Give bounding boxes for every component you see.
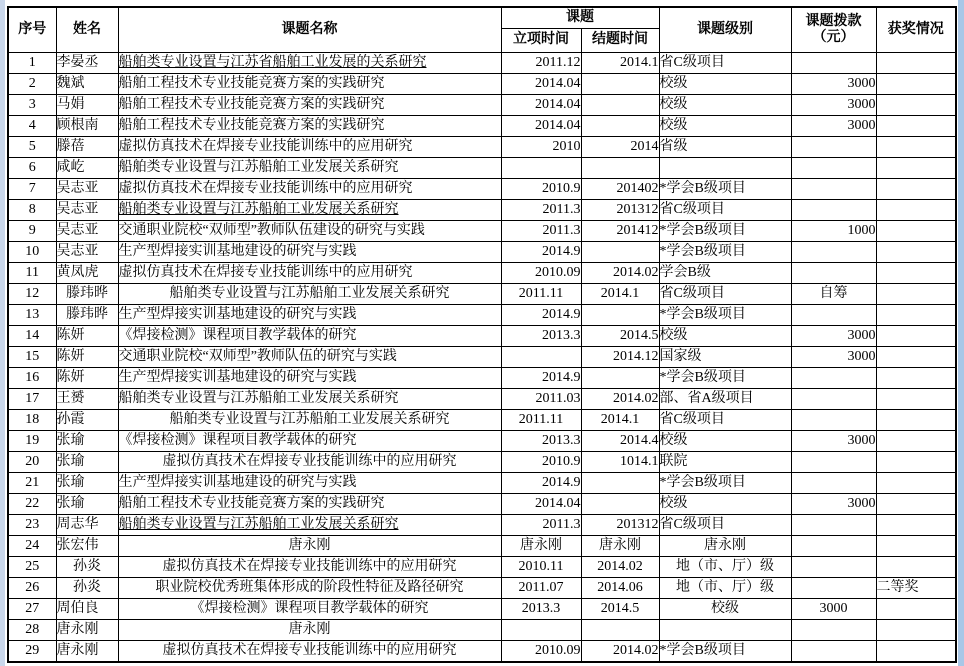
cell-project-title[interactable]: 生产型焊接实训基地建设的研究与实践 — [118, 305, 501, 326]
cell-project-title[interactable]: 船舶工程技术专业技能竞赛方案的实践研究 — [118, 95, 501, 116]
table-row — [8, 368, 956, 389]
cell-award[interactable] — [876, 599, 956, 620]
cell-serial-number[interactable]: 24 — [8, 536, 56, 557]
table-row — [8, 53, 956, 74]
cell-award[interactable] — [876, 536, 956, 557]
cell-funding[interactable] — [791, 179, 876, 200]
table-row — [8, 242, 956, 263]
cell-funding[interactable] — [791, 53, 876, 74]
cell-award[interactable] — [876, 305, 956, 326]
table-header — [8, 7, 956, 53]
cell-funding[interactable]: 3000 — [791, 494, 876, 515]
cell-project-level[interactable]: 联院 — [659, 452, 791, 473]
cell-name[interactable]: 黄凤虎 — [56, 263, 118, 284]
cell-project-title[interactable]: 交通职业院校“双师型”教师队伍的研究与实践 — [118, 347, 501, 368]
cell-funding[interactable] — [791, 515, 876, 536]
cell-name[interactable]: 陈妍 — [56, 368, 118, 389]
table-row — [8, 536, 956, 557]
table-row — [8, 515, 956, 536]
cell-project-title[interactable]: 职业院校优秀班集体形成的阶段性特征及路径研究 — [118, 578, 501, 599]
cell-name[interactable]: 吴志亚 — [56, 221, 118, 242]
cell-project-title[interactable]: 虚拟仿真技术在焊接专业技能训练中的应用研究 — [118, 557, 501, 578]
table-row — [8, 158, 956, 179]
table-row — [8, 284, 956, 305]
cell-project-title[interactable]: 生产型焊接实训基地建设的研究与实践 — [118, 242, 501, 263]
header-name[interactable]: 姓名 — [56, 7, 118, 53]
cell-funding[interactable]: 3000 — [791, 347, 876, 368]
cell-name[interactable]: 吴志亚 — [56, 242, 118, 263]
cell-start-date[interactable]: 2011.3 — [501, 221, 581, 242]
table-row — [8, 263, 956, 284]
cell-award[interactable]: 二等奖 — [876, 578, 956, 599]
cell-project-title[interactable]: 虚拟仿真技术在焊接专业技能训练中的应用研究 — [118, 263, 501, 284]
cell-funding[interactable] — [791, 620, 876, 641]
cell-project-title[interactable]: 唐永刚 — [118, 536, 501, 557]
table-row — [8, 179, 956, 200]
header-project-funding[interactable] — [791, 7, 876, 53]
cell-start-date[interactable]: 2013.3 — [501, 326, 581, 347]
cell-project-level[interactable]: 省级 — [659, 137, 791, 158]
cell-end-date[interactable]: 1014.1 — [581, 452, 659, 473]
cell-project-title[interactable]: 船舶类专业设置与江苏船舶工业发展关系研究 — [118, 410, 501, 431]
cell-project-level[interactable]: 省C级项目 — [659, 284, 791, 305]
cell-start-date[interactable]: 2010.09 — [501, 641, 581, 663]
cell-start-date[interactable]: 2011.3 — [501, 515, 581, 536]
cell-name[interactable]: 李晏丞 — [56, 53, 118, 74]
cell-funding[interactable]: 3000 — [791, 74, 876, 95]
cell-end-date[interactable] — [581, 242, 659, 263]
cell-funding[interactable] — [791, 200, 876, 221]
cell-project-level[interactable]: 地（市、厅）级 — [659, 578, 791, 599]
cell-end-date[interactable] — [581, 158, 659, 179]
cell-name[interactable]: 滕蓓 — [56, 137, 118, 158]
cell-end-date[interactable] — [581, 74, 659, 95]
cell-serial-number[interactable]: 13 — [8, 305, 56, 326]
table-row — [8, 578, 956, 599]
cell-funding[interactable] — [791, 137, 876, 158]
cell-start-date[interactable]: 2013.3 — [501, 599, 581, 620]
cell-name[interactable]: 唐永刚 — [56, 641, 118, 663]
header-project-group[interactable]: 课题 — [501, 7, 659, 29]
table-row — [8, 200, 956, 221]
cell-award[interactable] — [876, 53, 956, 74]
cell-name[interactable]: 张瑜 — [56, 452, 118, 473]
cell-end-date[interactable]: 201402 — [581, 179, 659, 200]
table-row — [8, 74, 956, 95]
cell-name[interactable]: 张瑜 — [56, 473, 118, 494]
cell-serial-number[interactable]: 1 — [8, 53, 56, 74]
cell-project-title[interactable]: 船舶工程技术专业技能竞赛方案的实践研究 — [118, 494, 501, 515]
cell-award[interactable] — [876, 221, 956, 242]
table-row — [8, 347, 956, 368]
cell-funding[interactable]: 3000 — [791, 326, 876, 347]
cell-project-title[interactable]: 生产型焊接实训基地建设的研究与实践 — [118, 473, 501, 494]
cell-project-title[interactable]: 船舶类专业设置与江苏船舶工业发展关系研究 — [118, 284, 501, 305]
cell-funding[interactable]: 3000 — [791, 431, 876, 452]
window-edge-right — [958, 0, 964, 666]
cell-end-date[interactable]: 2014.12 — [581, 347, 659, 368]
cell-end-date[interactable]: 2014.4 — [581, 431, 659, 452]
cell-project-title[interactable]: 虚拟仿真技术在焊接专业技能训练中的应用研究 — [118, 179, 501, 200]
cell-start-date[interactable]: 2014.9 — [501, 368, 581, 389]
cell-serial-number[interactable]: 5 — [8, 137, 56, 158]
header-end-date[interactable]: 结题时间 — [581, 29, 659, 53]
cell-end-date[interactable]: 2014.1 — [581, 284, 659, 305]
cell-project-level[interactable]: 地（市、厅）级 — [659, 557, 791, 578]
cell-serial-number[interactable]: 4 — [8, 116, 56, 137]
cell-name[interactable]: 周志华 — [56, 515, 118, 536]
cell-name[interactable]: 滕玮晔 — [56, 305, 118, 326]
cell-project-title[interactable]: 《焊接检测》课程项目教学载体的研究 — [118, 326, 501, 347]
cell-award[interactable] — [876, 347, 956, 368]
table-row — [8, 305, 956, 326]
cell-serial-number[interactable]: 12 — [8, 284, 56, 305]
cell-award[interactable] — [876, 200, 956, 221]
cell-start-date[interactable]: 2010.11 — [501, 557, 581, 578]
cell-project-level[interactable]: 学会B级 — [659, 263, 791, 284]
cell-end-date[interactable]: 2014.02 — [581, 389, 659, 410]
cell-end-date[interactable]: 2014.02 — [581, 557, 659, 578]
cell-funding[interactable] — [791, 641, 876, 663]
cell-funding[interactable] — [791, 536, 876, 557]
cell-funding[interactable] — [791, 452, 876, 473]
cell-project-title[interactable]: 船舶类专业设置与江苏省船舶工业发展的关系研究 — [118, 53, 501, 74]
cell-end-date[interactable]: 2014.06 — [581, 578, 659, 599]
cell-serial-number[interactable]: 16 — [8, 368, 56, 389]
cell-end-date[interactable]: 2014 — [581, 137, 659, 158]
cell-award[interactable] — [876, 326, 956, 347]
cell-end-date[interactable]: 2014.02 — [581, 641, 659, 663]
table-row — [8, 494, 956, 515]
cell-serial-number[interactable]: 28 — [8, 620, 56, 641]
cell-project-level[interactable]: 校级 — [659, 494, 791, 515]
cell-project-level[interactable]: *学会B级项目 — [659, 242, 791, 263]
cell-start-date[interactable]: 2014.9 — [501, 305, 581, 326]
table-row — [8, 599, 956, 620]
cell-project-level[interactable]: 国家级 — [659, 347, 791, 368]
cell-project-level[interactable]: 校级 — [659, 431, 791, 452]
header-start-date[interactable]: 立项时间 — [501, 29, 581, 53]
table-row — [8, 137, 956, 158]
cell-project-level[interactable] — [659, 620, 791, 641]
cell-end-date[interactable] — [581, 116, 659, 137]
cell-serial-number[interactable]: 9 — [8, 221, 56, 242]
cell-start-date[interactable]: 2011.03 — [501, 389, 581, 410]
cell-name[interactable]: 孙霞 — [56, 410, 118, 431]
cell-name[interactable]: 孙炎 — [56, 557, 118, 578]
cell-project-title[interactable]: 虚拟仿真技术在焊接专业技能训练中的应用研究 — [118, 641, 501, 663]
table-row — [8, 221, 956, 242]
cell-name[interactable]: 周伯良 — [56, 599, 118, 620]
cell-start-date[interactable]: 2014.9 — [501, 473, 581, 494]
cell-serial-number[interactable]: 11 — [8, 263, 56, 284]
cell-start-date[interactable]: 2010 — [501, 137, 581, 158]
header-serial-number[interactable]: 序号 — [8, 7, 56, 53]
cell-project-title[interactable]: 交通职业院校“双师型”教师队伍建设的研究与实践 — [118, 221, 501, 242]
cell-project-level[interactable]: 校级 — [659, 599, 791, 620]
cell-start-date[interactable]: 2011.11 — [501, 284, 581, 305]
cell-project-title[interactable]: 船舶工程技术专业技能竞赛方案的实践研究 — [118, 116, 501, 137]
cell-start-date[interactable] — [501, 620, 581, 641]
cell-start-date[interactable]: 2014.04 — [501, 116, 581, 137]
cell-end-date[interactable]: 2014.1 — [581, 410, 659, 431]
cell-funding[interactable] — [791, 557, 876, 578]
cell-award[interactable] — [876, 74, 956, 95]
cell-end-date[interactable] — [581, 620, 659, 641]
cell-serial-number[interactable]: 15 — [8, 347, 56, 368]
cell-name[interactable]: 张宏伟 — [56, 536, 118, 557]
cell-award[interactable] — [876, 620, 956, 641]
table-row — [8, 620, 956, 641]
cell-start-date[interactable] — [501, 158, 581, 179]
cell-award[interactable] — [876, 368, 956, 389]
cell-project-level[interactable]: 省C级项目 — [659, 53, 791, 74]
cell-award[interactable] — [876, 515, 956, 536]
cell-project-level[interactable]: *学会B级项目 — [659, 368, 791, 389]
table-row — [8, 431, 956, 452]
cell-project-level[interactable]: 省C级项目 — [659, 200, 791, 221]
cell-start-date[interactable]: 2014.04 — [501, 95, 581, 116]
research-projects-table — [7, 6, 957, 663]
cell-start-date[interactable]: 2011.11 — [501, 410, 581, 431]
cell-end-date[interactable]: 2014.5 — [581, 599, 659, 620]
cell-project-title[interactable]: 船舶类专业设置与江苏船舶工业发展关系研究 — [118, 200, 501, 221]
cell-name[interactable]: 咸屹 — [56, 158, 118, 179]
cell-name[interactable]: 吴志亚 — [56, 179, 118, 200]
cell-serial-number[interactable]: 10 — [8, 242, 56, 263]
cell-project-level[interactable]: *学会B级项目 — [659, 305, 791, 326]
cell-funding[interactable]: 3000 — [791, 116, 876, 137]
cell-funding[interactable] — [791, 389, 876, 410]
cell-start-date[interactable]: 2010.9 — [501, 452, 581, 473]
cell-start-date[interactable]: 2010.09 — [501, 263, 581, 284]
cell-name[interactable]: 孙炎 — [56, 578, 118, 599]
cell-funding[interactable] — [791, 578, 876, 599]
cell-serial-number[interactable]: 19 — [8, 431, 56, 452]
cell-serial-number[interactable]: 17 — [8, 389, 56, 410]
cell-name[interactable]: 马娟 — [56, 95, 118, 116]
cell-project-title[interactable]: 虚拟仿真技术在焊接专业技能训练中的应用研究 — [118, 452, 501, 473]
cell-name[interactable]: 魏斌 — [56, 74, 118, 95]
cell-award[interactable] — [876, 158, 956, 179]
cell-project-level[interactable]: 校级 — [659, 74, 791, 95]
cell-start-date[interactable]: 2014.04 — [501, 494, 581, 515]
cell-project-level[interactable]: 省C级项目 — [659, 515, 791, 536]
cell-name[interactable]: 张瑜 — [56, 494, 118, 515]
cell-start-date[interactable]: 唐永刚 — [501, 536, 581, 557]
cell-start-date[interactable]: 2013.3 — [501, 431, 581, 452]
cell-funding[interactable]: 自筹 — [791, 284, 876, 305]
cell-end-date[interactable] — [581, 95, 659, 116]
cell-name[interactable]: 陈妍 — [56, 347, 118, 368]
cell-award[interactable] — [876, 452, 956, 473]
cell-project-title[interactable]: 船舶类专业设置与江苏船舶工业发展关系研究 — [118, 389, 501, 410]
cell-serial-number[interactable]: 25 — [8, 557, 56, 578]
cell-end-date[interactable]: 唐永刚 — [581, 536, 659, 557]
header-project-level[interactable]: 课题级别 — [659, 7, 791, 53]
cell-funding[interactable]: 3000 — [791, 95, 876, 116]
cell-start-date[interactable]: 2014.9 — [501, 242, 581, 263]
table-body — [8, 53, 956, 663]
cell-award[interactable] — [876, 263, 956, 284]
cell-project-level[interactable]: *学会B级项目 — [659, 221, 791, 242]
header-award-status[interactable]: 获奖情况 — [876, 7, 956, 53]
cell-project-title[interactable]: 《焊接检测》课程项目教学载体的研究 — [118, 431, 501, 452]
cell-serial-number[interactable]: 29 — [8, 641, 56, 663]
cell-award[interactable] — [876, 431, 956, 452]
cell-project-title[interactable]: 虚拟仿真技术在焊接专业技能训练中的应用研究 — [118, 137, 501, 158]
cell-award[interactable] — [876, 137, 956, 158]
cell-project-title[interactable]: 船舶工程技术专业技能竞赛方案的实践研究 — [118, 74, 501, 95]
cell-funding[interactable] — [791, 368, 876, 389]
cell-project-level[interactable]: 部、省A级项目 — [659, 389, 791, 410]
header-funding-line2: （元） — [812, 30, 855, 45]
cell-name[interactable]: 张瑜 — [56, 431, 118, 452]
cell-start-date[interactable]: 2011.07 — [501, 578, 581, 599]
table-row — [8, 641, 956, 663]
cell-award[interactable] — [876, 95, 956, 116]
cell-project-level[interactable]: 校级 — [659, 326, 791, 347]
cell-award[interactable] — [876, 284, 956, 305]
cell-end-date[interactable]: 2014.02 — [581, 263, 659, 284]
cell-funding[interactable]: 1000 — [791, 221, 876, 242]
cell-funding[interactable] — [791, 305, 876, 326]
cell-award[interactable] — [876, 641, 956, 663]
cell-project-level[interactable]: *学会B级项目 — [659, 179, 791, 200]
table-row — [8, 452, 956, 473]
header-project-title[interactable]: 课题名称 — [118, 7, 501, 53]
cell-funding[interactable]: 3000 — [791, 599, 876, 620]
cell-end-date[interactable] — [581, 473, 659, 494]
window-edge-left — [0, 0, 5, 666]
table-row — [8, 410, 956, 431]
cell-serial-number[interactable]: 26 — [8, 578, 56, 599]
cell-end-date[interactable]: 2014.5 — [581, 326, 659, 347]
table-row — [8, 389, 956, 410]
cell-end-date[interactable]: 201312 — [581, 515, 659, 536]
header-funding-line1: 课题拨款 — [805, 13, 862, 29]
cell-project-title[interactable]: 船舶类专业设置与江苏船舶工业发展关系研究 — [118, 515, 501, 536]
table-row — [8, 95, 956, 116]
cell-serial-number[interactable]: 6 — [8, 158, 56, 179]
cell-start-date[interactable]: 2011.3 — [501, 200, 581, 221]
cell-project-title[interactable]: 《焊接检测》课程项目教学载体的研究 — [118, 599, 501, 620]
cell-project-title[interactable]: 唐永刚 — [118, 620, 501, 641]
cell-name[interactable]: 陈妍 — [56, 326, 118, 347]
cell-funding[interactable] — [791, 263, 876, 284]
cell-serial-number[interactable]: 14 — [8, 326, 56, 347]
cell-start-date[interactable]: 2014.04 — [501, 74, 581, 95]
cell-project-level[interactable] — [659, 158, 791, 179]
table-row — [8, 557, 956, 578]
cell-serial-number[interactable]: 2 — [8, 74, 56, 95]
cell-serial-number[interactable]: 3 — [8, 95, 56, 116]
cell-name[interactable]: 滕玮晔 — [56, 284, 118, 305]
cell-funding[interactable] — [791, 242, 876, 263]
cell-award[interactable] — [876, 179, 956, 200]
cell-name[interactable]: 顾根南 — [56, 116, 118, 137]
cell-award[interactable] — [876, 473, 956, 494]
table-row — [8, 326, 956, 347]
cell-end-date[interactable] — [581, 494, 659, 515]
cell-end-date[interactable]: 201312 — [581, 200, 659, 221]
cell-project-title[interactable]: 生产型焊接实训基地建设的研究与实践 — [118, 368, 501, 389]
cell-award[interactable] — [876, 389, 956, 410]
cell-award[interactable] — [876, 116, 956, 137]
cell-start-date[interactable]: 2010.9 — [501, 179, 581, 200]
cell-end-date[interactable] — [581, 305, 659, 326]
cell-serial-number[interactable]: 7 — [8, 179, 56, 200]
cell-serial-number[interactable]: 27 — [8, 599, 56, 620]
cell-funding[interactable] — [791, 410, 876, 431]
cell-project-level[interactable]: 省C级项目 — [659, 410, 791, 431]
cell-serial-number[interactable]: 21 — [8, 473, 56, 494]
cell-award[interactable] — [876, 494, 956, 515]
cell-end-date[interactable]: 201412 — [581, 221, 659, 242]
cell-project-level[interactable]: *学会B级项目 — [659, 473, 791, 494]
cell-project-level[interactable]: 校级 — [659, 95, 791, 116]
cell-serial-number[interactable]: 18 — [8, 410, 56, 431]
cell-project-level[interactable]: 校级 — [659, 116, 791, 137]
cell-serial-number[interactable]: 8 — [8, 200, 56, 221]
cell-project-title[interactable]: 船舶类专业设置与江苏船舶工业发展关系研究 — [118, 158, 501, 179]
cell-name[interactable]: 吴志亚 — [56, 200, 118, 221]
cell-serial-number[interactable]: 23 — [8, 515, 56, 536]
cell-award[interactable] — [876, 242, 956, 263]
cell-award[interactable] — [876, 557, 956, 578]
table-row — [8, 473, 956, 494]
cell-funding[interactable] — [791, 473, 876, 494]
cell-end-date[interactable] — [581, 368, 659, 389]
cell-project-level[interactable]: *学会B级项目 — [659, 641, 791, 663]
cell-serial-number[interactable]: 20 — [8, 452, 56, 473]
cell-name[interactable]: 王赟 — [56, 389, 118, 410]
table-row — [8, 116, 956, 137]
cell-start-date[interactable]: 2011.12 — [501, 53, 581, 74]
cell-name[interactable]: 唐永刚 — [56, 620, 118, 641]
cell-serial-number[interactable]: 22 — [8, 494, 56, 515]
cell-award[interactable] — [876, 410, 956, 431]
cell-end-date[interactable]: 2014.1 — [581, 53, 659, 74]
cell-funding[interactable] — [791, 158, 876, 179]
cell-start-date[interactable] — [501, 347, 581, 368]
cell-project-level[interactable]: 唐永刚 — [659, 536, 791, 557]
